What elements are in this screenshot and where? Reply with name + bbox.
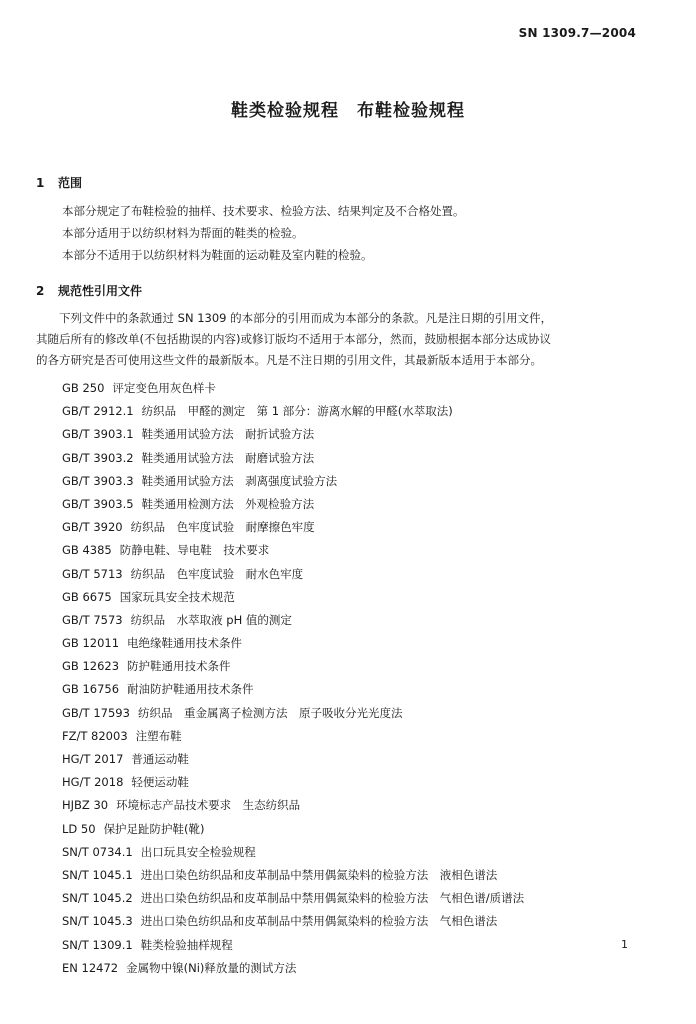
reference-title: 进出口染色纺织品和皮革制品中禁用偶氮染料的检验方法 气相色谱法 (140, 914, 498, 929)
reference-item (62, 447, 524, 470)
reference-title: 鞋类通用试验方法 耐折试验方法 (141, 427, 315, 442)
reference-item (62, 818, 524, 841)
reference-item (62, 887, 524, 910)
reference-code: GB 12623 (62, 659, 120, 674)
reference-item (62, 377, 524, 400)
reference-item (62, 400, 524, 423)
reference-item (62, 934, 524, 957)
reference-title: 注塑布鞋 (135, 728, 182, 743)
reference-item (62, 539, 524, 562)
reference-item (62, 655, 524, 678)
reference-code: SN/T 1045.1 (62, 867, 133, 882)
reference-code: GB 6675 (62, 589, 112, 604)
reference-item (62, 748, 524, 771)
reference-title: 鞋类通用试验方法 剥离强度试验方法 (141, 473, 338, 488)
reference-code: FZ/T 82003 (62, 728, 128, 743)
reference-title: 环境标志产品技术要求 生态纺织品 (116, 798, 301, 813)
reference-code: HG/T 2017 (62, 752, 124, 766)
reference-code: SN/T 1045.3 (62, 914, 133, 929)
reference-item (62, 586, 524, 609)
reference-code: GB/T 3903.3 (62, 473, 134, 488)
references-intro (36, 308, 650, 371)
reference-code: SN/T 1045.2 (62, 891, 133, 906)
reference-title: 普通运动鞋 (131, 752, 189, 766)
reference-title: 保护足趾防护鞋(靴) (103, 821, 205, 836)
reference-title: 鞋类通用试验方法 耐磨试验方法 (141, 450, 315, 465)
reference-item (62, 864, 524, 887)
reference-title: 电绝缘鞋通用技术条件 (127, 636, 243, 651)
reference-title: 纺织品 色牢度试验 耐水色牢度 (130, 566, 304, 581)
reference-list (62, 377, 524, 980)
reference-code: GB 4385 (62, 543, 112, 558)
reference-title: 纺织品 甲醛的测定 第 1 部分：游离水解的甲醛(水萃取法) (141, 404, 453, 419)
reference-item (62, 725, 524, 748)
intro-line: 其随后所有的修改单(不包括勘误的内容)或修订版均不适用于本部分，然而，鼓励根据本部分达成协议 (36, 332, 551, 346)
reference-item (62, 794, 524, 817)
section-number: 1 (36, 176, 45, 190)
reference-code: GB/T 3903.2 (62, 450, 134, 465)
reference-item (62, 563, 524, 586)
reference-code: GB 16756 (62, 682, 120, 697)
reference-item (62, 470, 524, 493)
reference-code: GB/T 3903.5 (62, 496, 134, 511)
reference-code: GB/T 5713 (62, 566, 123, 581)
reference-title: 出口玩具安全检验规程 (140, 844, 256, 859)
reference-title: 耐油防护鞋通用技术条件 (127, 682, 254, 697)
scope-paragraph: 本部分不适用于以纺织材料为鞋面的运动鞋及室内鞋的检验。 (62, 248, 373, 262)
reference-title: 国家玩具安全技术规范 (119, 589, 235, 604)
reference-title: 鞋类检验抽样规程 (140, 937, 233, 952)
reference-code: GB/T 17593 (62, 705, 130, 720)
reference-item (62, 609, 524, 632)
reference-item (62, 678, 524, 701)
section-title: 规范性引用文件 (58, 284, 143, 298)
section-title: 范围 (58, 176, 83, 190)
reference-code: SN/T 1309.1 (62, 937, 133, 952)
reference-code: HG/T 2018 (62, 775, 124, 790)
reference-title: 进出口染色纺织品和皮革制品中禁用偶氮染料的检验方法 气相色谱/质谱法 (140, 891, 525, 906)
scope-paragraph: 本部分适用于以纺织材料为帮面的鞋类的检验。 (62, 226, 304, 240)
reference-item (62, 516, 524, 539)
reference-title: 进出口染色纺织品和皮革制品中禁用偶氮染料的检验方法 液相色谱法 (140, 867, 498, 882)
reference-title: 评定变色用灰色样卡 (112, 381, 216, 395)
reference-title: 纺织品 重金属离子检测方法 原子吸收分光光度法 (137, 705, 403, 720)
reference-code: GB/T 2912.1 (62, 404, 134, 419)
reference-code: LD 50 (62, 821, 96, 836)
reference-code: GB/T 7573 (62, 612, 123, 627)
reference-code: GB/T 3903.1 (62, 427, 134, 442)
reference-code: GB/T 3920 (62, 520, 123, 535)
reference-item (62, 957, 524, 980)
section-number: 2 (36, 284, 45, 298)
reference-item (62, 771, 524, 794)
reference-title: 纺织品 水萃取液 pH 值的测定 (130, 612, 292, 627)
reference-code: GB 12011 (62, 636, 120, 651)
reference-title: 鞋类通用检测方法 外观检验方法 (141, 496, 315, 511)
reference-code: HJBZ 30 (62, 798, 109, 813)
reference-item (62, 702, 524, 725)
reference-code: SN/T 0734.1 (62, 844, 133, 859)
scope-paragraph: 本部分规定了布鞋检验的抽样、技术要求、检验方法、结果判定及不合格处置。 (62, 204, 465, 218)
reference-item (62, 632, 524, 655)
reference-item (62, 423, 524, 446)
reference-item (62, 910, 524, 933)
reference-title: 防静电鞋、导电鞋 技术要求 (119, 543, 270, 558)
reference-item (62, 493, 524, 516)
reference-code: EN 12472 (62, 960, 119, 975)
document-title: 鞋类检验规程 布鞋检验规程 (231, 101, 465, 121)
intro-line: 下列文件中的条款通过 SN 1309 的本部分的引用而成为本部分的条款。凡是注日期的引用文件， (36, 311, 553, 325)
reference-title: 纺织品 色牢度试验 耐摩擦色牢度 (130, 520, 315, 535)
reference-code: GB 250 (62, 381, 105, 395)
intro-line: 的各方研究是否可使用这些文件的最新版本。凡是不注日期的引用文件，其最新版本适用于本部分。 (36, 353, 542, 367)
reference-item (62, 841, 524, 864)
section-heading-references (36, 282, 142, 299)
reference-title: 金属物中镍(Ni)释放量的测试方法 (126, 960, 297, 975)
reference-title: 防护鞋通用技术条件 (127, 659, 231, 674)
document-code: SN 1309.7—2004 (518, 26, 636, 40)
reference-title: 轻便运动鞋 (131, 775, 189, 790)
page-number: 1 (621, 938, 628, 951)
section-heading-scope (36, 174, 82, 191)
